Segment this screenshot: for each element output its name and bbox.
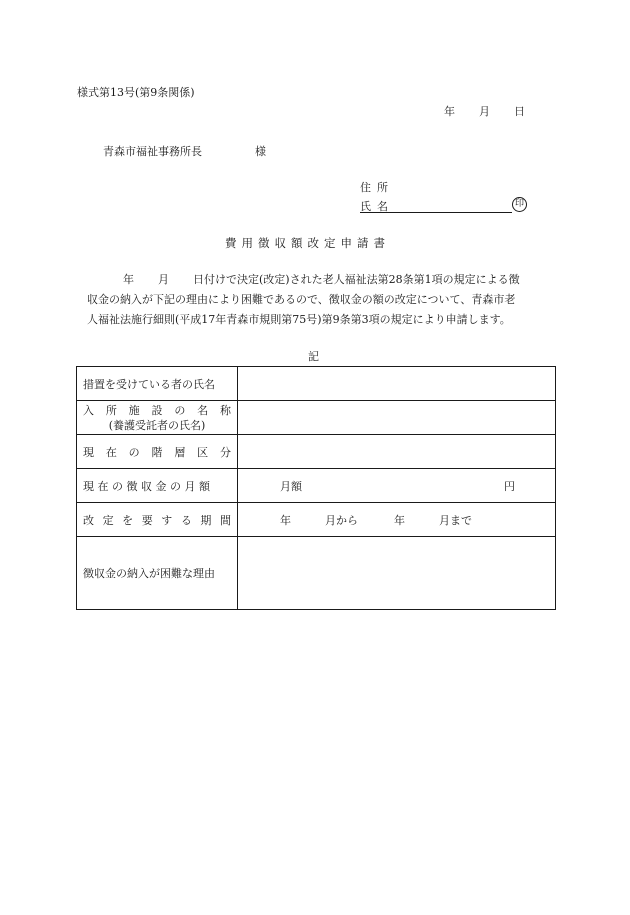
table-row [77,537,556,610]
row3-label [77,435,238,469]
facility-name-field[interactable] [238,401,556,435]
row5-char: 期 [200,513,212,527]
row4-label: 現 在 の 徴 収 金 の 月 額 [77,469,238,503]
date-day: 日 [514,105,525,118]
body-line-2: 収金の納入が下記の理由により困難であるので、徴収金の額の改定について、青森市老 [87,293,516,306]
row5-char: を [122,513,134,527]
row2-char: 設 [151,403,163,417]
row3-char: 層 [174,445,186,459]
revision-period-field[interactable] [238,503,556,537]
date-year: 年 [444,105,455,118]
date-line [444,103,525,119]
yen-label: 円 [504,479,515,493]
body-line-1 [77,270,557,290]
row3-char: 分 [219,445,231,459]
form-table [76,366,556,610]
table-row [77,435,556,469]
body-line-3: 人福祉法施行細則(平成17年青森市規則第75号)第9条第3項の規定により申請します。 [87,313,511,326]
period-from: 月から [325,513,358,527]
row1-label: 措置を受けている者の氏名 [77,367,238,401]
row5-label [77,503,238,537]
row5-char: 改 [83,513,94,527]
recipient-name-field[interactable] [238,367,556,401]
period-year-to: 年 [394,513,405,527]
row2-char: 称 [219,403,231,417]
monthly-label: 月額 [280,479,302,493]
row2-label [77,401,238,435]
table-row [77,469,556,503]
name-label: 氏名 [360,200,394,213]
body-year: 年 [123,273,134,286]
body-month: 月 [158,273,169,286]
table-row [77,503,556,537]
addressee-name: 青森市福祉事務所長 [103,145,202,158]
row2-char: の [174,403,186,417]
row3-char: 在 [105,445,117,459]
name-underline [360,212,512,213]
reason-field[interactable] [238,537,556,610]
row5-char: す [161,513,173,527]
row6-label: 徴収金の納入が困難な理由 [77,537,238,610]
address-label: 住所 [360,181,394,194]
period-to: 月まで [439,513,472,527]
row3-char: 区 [197,445,209,459]
body-line1-rest: 日付けで決定(改定)された老人福祉法第28条第1項の規定による徴 [193,273,520,286]
bracket-field[interactable] [238,435,556,469]
row5-char: 定 [102,513,114,527]
row3-char: 現 [83,445,94,459]
ki-label: 記 [308,350,319,363]
table-row [77,367,556,401]
monthly-amount-field[interactable] [238,469,556,503]
row2-char: 施 [128,403,140,417]
row2-char: 入 [83,403,94,417]
seal-icon: 印 [512,197,527,212]
date-month: 月 [479,105,490,118]
row5-char: る [180,513,192,527]
row5-char: 要 [141,513,153,527]
form-number: 様式第13号(第9条関係) [77,86,195,99]
row3-char: の [128,445,140,459]
body-text [77,270,557,330]
row5-char: 間 [219,513,231,527]
period-year-from: 年 [280,513,291,527]
addressee-suffix: 様 [255,145,266,158]
row2-char: 名 [197,403,209,417]
document-title: 費用徴収額改定申請書 [225,236,390,250]
row2-sub-label: (養護受託者の氏名) [108,418,206,432]
row3-char: 階 [151,445,163,459]
row2-label-main [83,403,231,418]
row2-char: 所 [105,403,117,417]
table-row [77,401,556,435]
